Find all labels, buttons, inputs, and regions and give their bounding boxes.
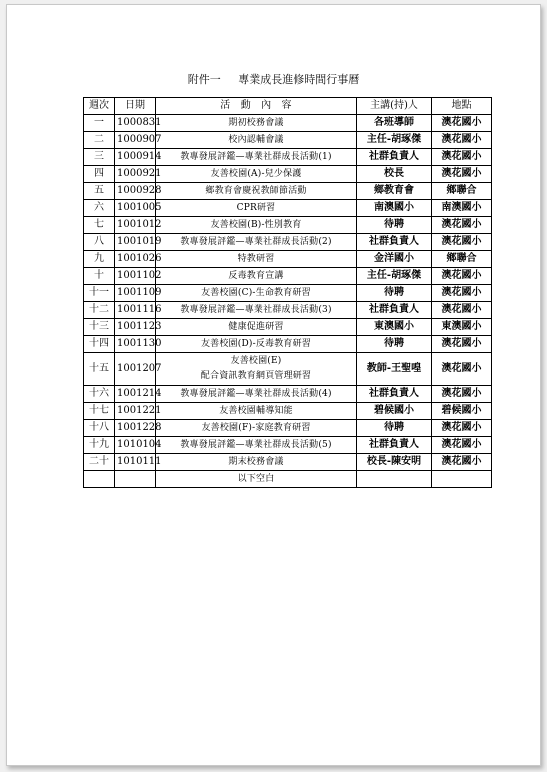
speaker-cell: 待聘: [357, 420, 432, 437]
location-cell: 鄉聯合: [432, 251, 492, 268]
activity-cell: 特教研習: [156, 251, 357, 268]
location-cell: 南澳國小: [432, 200, 492, 217]
date-cell: 1000914: [115, 149, 156, 166]
location-cell: 澳花國小: [432, 420, 492, 437]
table-row: [84, 183, 492, 200]
date-cell: 1001214: [115, 386, 156, 403]
table-row: [84, 454, 492, 471]
location-cell: 澳花國小: [432, 437, 492, 454]
activity-cell: CPR研習: [156, 200, 357, 217]
activity-cell: 期末校務會議: [156, 454, 357, 471]
footer-note: 以下空白: [156, 471, 357, 488]
speaker-cell: 社群負責人: [357, 386, 432, 403]
location-cell: 澳花國小: [432, 386, 492, 403]
table-row: [84, 336, 492, 353]
week-cell: 十二: [84, 302, 115, 319]
location-cell: 澳花國小: [432, 115, 492, 132]
date-cell: 1010111: [115, 454, 156, 471]
activity-cell: 友善校園輔導知能: [156, 403, 357, 420]
location-cell: 澳花國小: [432, 268, 492, 285]
week-cell: 二十: [84, 454, 115, 471]
speaker-cell: 教師-王聖喤: [357, 353, 432, 386]
week-cell: 二: [84, 132, 115, 149]
header-date: 日期: [115, 98, 156, 115]
date-cell: 1001102: [115, 268, 156, 285]
date-cell: 1000921: [115, 166, 156, 183]
table-row: [84, 353, 492, 386]
schedule-table: [83, 97, 492, 488]
speaker-cell: 社群負責人: [357, 149, 432, 166]
week-cell: 五: [84, 183, 115, 200]
table-row: [84, 166, 492, 183]
table-row: [84, 420, 492, 437]
activity-cell: 友善校園(F)-家庭教育研習: [156, 420, 357, 437]
date-cell: 1000907: [115, 132, 156, 149]
location-cell: 澳花國小: [432, 302, 492, 319]
week-cell: 十八: [84, 420, 115, 437]
date-cell: 1001116: [115, 302, 156, 319]
empty-cell: [357, 471, 432, 488]
empty-cell: [84, 471, 115, 488]
week-cell: 十六: [84, 386, 115, 403]
speaker-cell: 鄉教育會: [357, 183, 432, 200]
speaker-cell: 南澳國小: [357, 200, 432, 217]
speaker-cell: 金洋國小: [357, 251, 432, 268]
table-header-row: [84, 98, 492, 115]
activity-cell: 友善校園(C)-生命教育研習: [156, 285, 357, 302]
week-cell: 十七: [84, 403, 115, 420]
location-cell: 鄉聯合: [432, 183, 492, 200]
date-cell: 1001005: [115, 200, 156, 217]
location-cell: 澳花國小: [432, 166, 492, 183]
date-cell: 1001012: [115, 217, 156, 234]
speaker-cell: 待聘: [357, 336, 432, 353]
speaker-cell: 待聘: [357, 217, 432, 234]
table-body: [84, 115, 492, 488]
header-location: 地點: [432, 98, 492, 115]
table-row: [84, 132, 492, 149]
speaker-cell: 待聘: [357, 285, 432, 302]
table-row: [84, 302, 492, 319]
date-cell: 1001109: [115, 285, 156, 302]
week-cell: 四: [84, 166, 115, 183]
location-cell: 東澳國小: [432, 319, 492, 336]
activity-line-1: 友善校園(E): [230, 356, 282, 366]
table-row: [84, 200, 492, 217]
activity-cell: [156, 353, 357, 386]
week-cell: 六: [84, 200, 115, 217]
table-row: [84, 115, 492, 132]
speaker-cell: 社群負責人: [357, 437, 432, 454]
speaker-cell: 主任-胡琢傑: [357, 268, 432, 285]
date-cell: 1001019: [115, 234, 156, 251]
table-row: [84, 437, 492, 454]
speaker-cell: 各班導師: [357, 115, 432, 132]
location-cell: 碧候國小: [432, 403, 492, 420]
week-cell: 八: [84, 234, 115, 251]
header-speaker: 主講(持)人: [357, 98, 432, 115]
location-cell: 澳花國小: [432, 336, 492, 353]
activity-cell: 校內認輔會議: [156, 132, 357, 149]
table-row: [84, 268, 492, 285]
empty-cell: [432, 471, 492, 488]
activity-cell: 期初校務會議: [156, 115, 357, 132]
location-cell: 澳花國小: [432, 353, 492, 386]
header-activity: 活 動 內 容: [156, 98, 357, 115]
activity-cell: 教專發展評鑑—專業社群成長活動(4): [156, 386, 357, 403]
table-row: [84, 149, 492, 166]
week-cell: 三: [84, 149, 115, 166]
activity-cell: 友善校園(B)-性別教育: [156, 217, 357, 234]
table-row: [84, 251, 492, 268]
document-page: [6, 4, 541, 766]
location-cell: 澳花國小: [432, 285, 492, 302]
location-cell: 澳花國小: [432, 454, 492, 471]
date-cell: 1010104: [115, 437, 156, 454]
date-cell: 1001221: [115, 403, 156, 420]
table-row: [84, 319, 492, 336]
activity-cell: 教專發展評鑑—專業社群成長活動(3): [156, 302, 357, 319]
date-cell: 1001207: [115, 353, 156, 386]
date-cell: 1001026: [115, 251, 156, 268]
activity-cell: 友善校園(A)-兒少保護: [156, 166, 357, 183]
activity-cell: 鄉教育會慶祝教師節活動: [156, 183, 357, 200]
week-cell: 十一: [84, 285, 115, 302]
date-cell: 1000831: [115, 115, 156, 132]
table-row: [84, 285, 492, 302]
speaker-cell: 社群負責人: [357, 234, 432, 251]
week-cell: 十: [84, 268, 115, 285]
location-cell: 澳花國小: [432, 217, 492, 234]
activity-cell: 健康促進研習: [156, 319, 357, 336]
activity-line-2: 配合資訊教育網頁管理研習: [200, 371, 312, 381]
document-title: 附件一 專業成長進修時間行事曆: [187, 73, 360, 86]
speaker-cell: 社群負責人: [357, 302, 432, 319]
activity-cell: 教專發展評鑑—專業社群成長活動(1): [156, 149, 357, 166]
week-cell: 十五: [84, 353, 115, 386]
week-cell: 十九: [84, 437, 115, 454]
speaker-cell: 碧候國小: [357, 403, 432, 420]
activity-cell: 教專發展評鑑—專業社群成長活動(2): [156, 234, 357, 251]
date-cell: 1001228: [115, 420, 156, 437]
table-row: [84, 217, 492, 234]
speaker-cell: 校長-陳安明: [357, 454, 432, 471]
week-cell: 十四: [84, 336, 115, 353]
location-cell: 澳花國小: [432, 132, 492, 149]
location-cell: 澳花國小: [432, 234, 492, 251]
activity-cell: 反毒教育宣講: [156, 268, 357, 285]
date-cell: 1001123: [115, 319, 156, 336]
table-footer-row: [84, 471, 492, 488]
week-cell: 十三: [84, 319, 115, 336]
week-cell: 一: [84, 115, 115, 132]
activity-cell: 友善校園(D)-反毒教育研習: [156, 336, 357, 353]
speaker-cell: 校長: [357, 166, 432, 183]
empty-cell: [115, 471, 156, 488]
header-week: 週次: [84, 98, 115, 115]
table-row: [84, 234, 492, 251]
table-row: [84, 403, 492, 420]
speaker-cell: 主任-胡琢傑: [357, 132, 432, 149]
week-cell: 七: [84, 217, 115, 234]
activity-cell: 教專發展評鑑—專業社群成長活動(5): [156, 437, 357, 454]
week-cell: 九: [84, 251, 115, 268]
location-cell: 澳花國小: [432, 149, 492, 166]
date-cell: 1001130: [115, 336, 156, 353]
table-row: [84, 386, 492, 403]
date-cell: 1000928: [115, 183, 156, 200]
speaker-cell: 東澳國小: [357, 319, 432, 336]
